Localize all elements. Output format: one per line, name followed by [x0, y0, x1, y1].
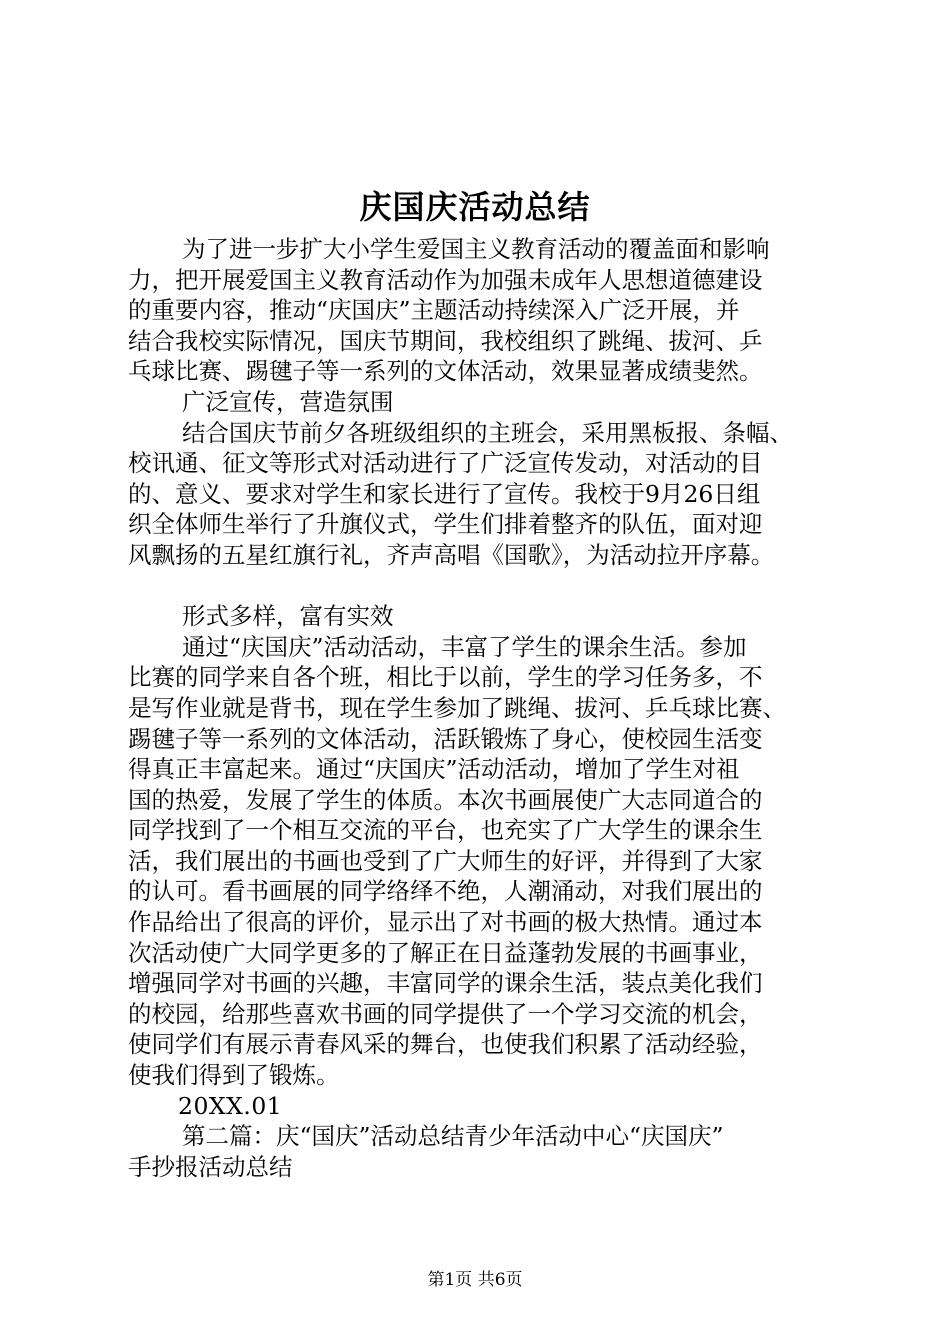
paragraph-line: 乓球比赛、踢毽子等一系列的文体活动，效果显著成绩斐然。 [128, 357, 763, 386]
paragraph-line: 通过“庆国庆”活动活动，丰富了学生的课余生活。参加 [182, 632, 747, 661]
paragraph-line: 活，我们展出的书画也受到了广大师生的好评，并得到了大家 [128, 846, 763, 875]
second-article-title: 手抄报活动总结 [128, 1152, 293, 1181]
second-article-title: 第二篇：庆“国庆”活动总结青少年活动中心“庆国庆” [182, 1122, 724, 1151]
paragraph-line: 得真正丰富起来。通过“庆国庆”活动活动，增加了学生对祖 [128, 755, 740, 784]
paragraph-line: 比赛的同学来自各个班，相比于以前，学生的学习任务多，不 [128, 663, 763, 692]
paragraph-line: 增强同学对书画的兴趣，丰富同学的课余生活，装点美化我们 [128, 969, 763, 998]
paragraph-line: 风飘扬的五星红旗行礼，齐声高唱《国歌》，为活动拉开序幕。 [128, 540, 775, 569]
paragraph-line: 结合我校实际情况，国庆节期间，我校组织了跳绳、拔河、乒 [128, 326, 763, 355]
paragraph-line: 的重要内容，推动“庆国庆”主题活动持续深入广泛开展，并 [128, 296, 740, 325]
paragraph-line: 使同学们有展示青春风采的舞台，也使我们积累了活动经验， [128, 1030, 763, 1059]
paragraph-line: 作品给出了很高的评价，显示出了对书画的极大热情。通过本 [128, 908, 763, 937]
paragraph-line: 同学找到了一个相互交流的平台，也充实了广大学生的课余生 [128, 816, 763, 845]
page-footer: 第1页 共6页 [427, 1270, 523, 1290]
document-body [128, 234, 852, 1182]
paragraph-line: 结合国庆节前夕各班级组织的主班会，采用黑板报、条幅、 [182, 418, 793, 447]
paragraph-line: 的、意义、要求对学生和家长进行了宣传。我校于9月26日组 [128, 479, 761, 508]
document-date: 20XX.01 [178, 1091, 283, 1120]
paragraph-line: 使我们得到了锻炼。 [128, 1061, 340, 1090]
section-heading: 广泛宣传，营造氛围 [182, 387, 394, 416]
blank-line [128, 571, 852, 602]
paragraph-line: 织全体师生举行了升旗仪式，学生们排着整齐的队伍，面对迎 [128, 510, 763, 539]
paragraph-line: 校讯通、征文等形式对活动进行了广泛宣传发动，对活动的目 [128, 449, 763, 478]
paragraph-line: 是写作业就是背书，现在学生参加了跳绳、拔河、乒乓球比赛、 [128, 693, 786, 722]
paragraph-line: 国的热爱，发展了学生的体质。本次书画展使广大志同道合的 [128, 785, 763, 814]
paragraph-line: 的校园，给那些喜欢书画的同学提供了一个学习交流的机会， [128, 999, 763, 1028]
paragraph-line: 力，把开展爱国主义教育活动作为加强未成年人思想道德建设 [128, 265, 763, 294]
section-heading: 形式多样，富有实效 [182, 602, 394, 631]
paragraph-line: 踢毽子等一系列的文体活动，活跃锻炼了身心，使校园生活变 [128, 724, 763, 753]
paragraph-line: 为了进一步扩大小学生爱国主义教育活动的覆盖面和影响 [182, 235, 770, 263]
paragraph-line: 次活动使广大同学更多的了解正在日益蓬勃发展的书画事业， [128, 938, 763, 967]
document-title: 庆国庆活动总结 [359, 188, 591, 226]
paragraph-line: 的认可。看书画展的同学络绎不绝，人潮涌动，对我们展出的 [128, 877, 763, 906]
